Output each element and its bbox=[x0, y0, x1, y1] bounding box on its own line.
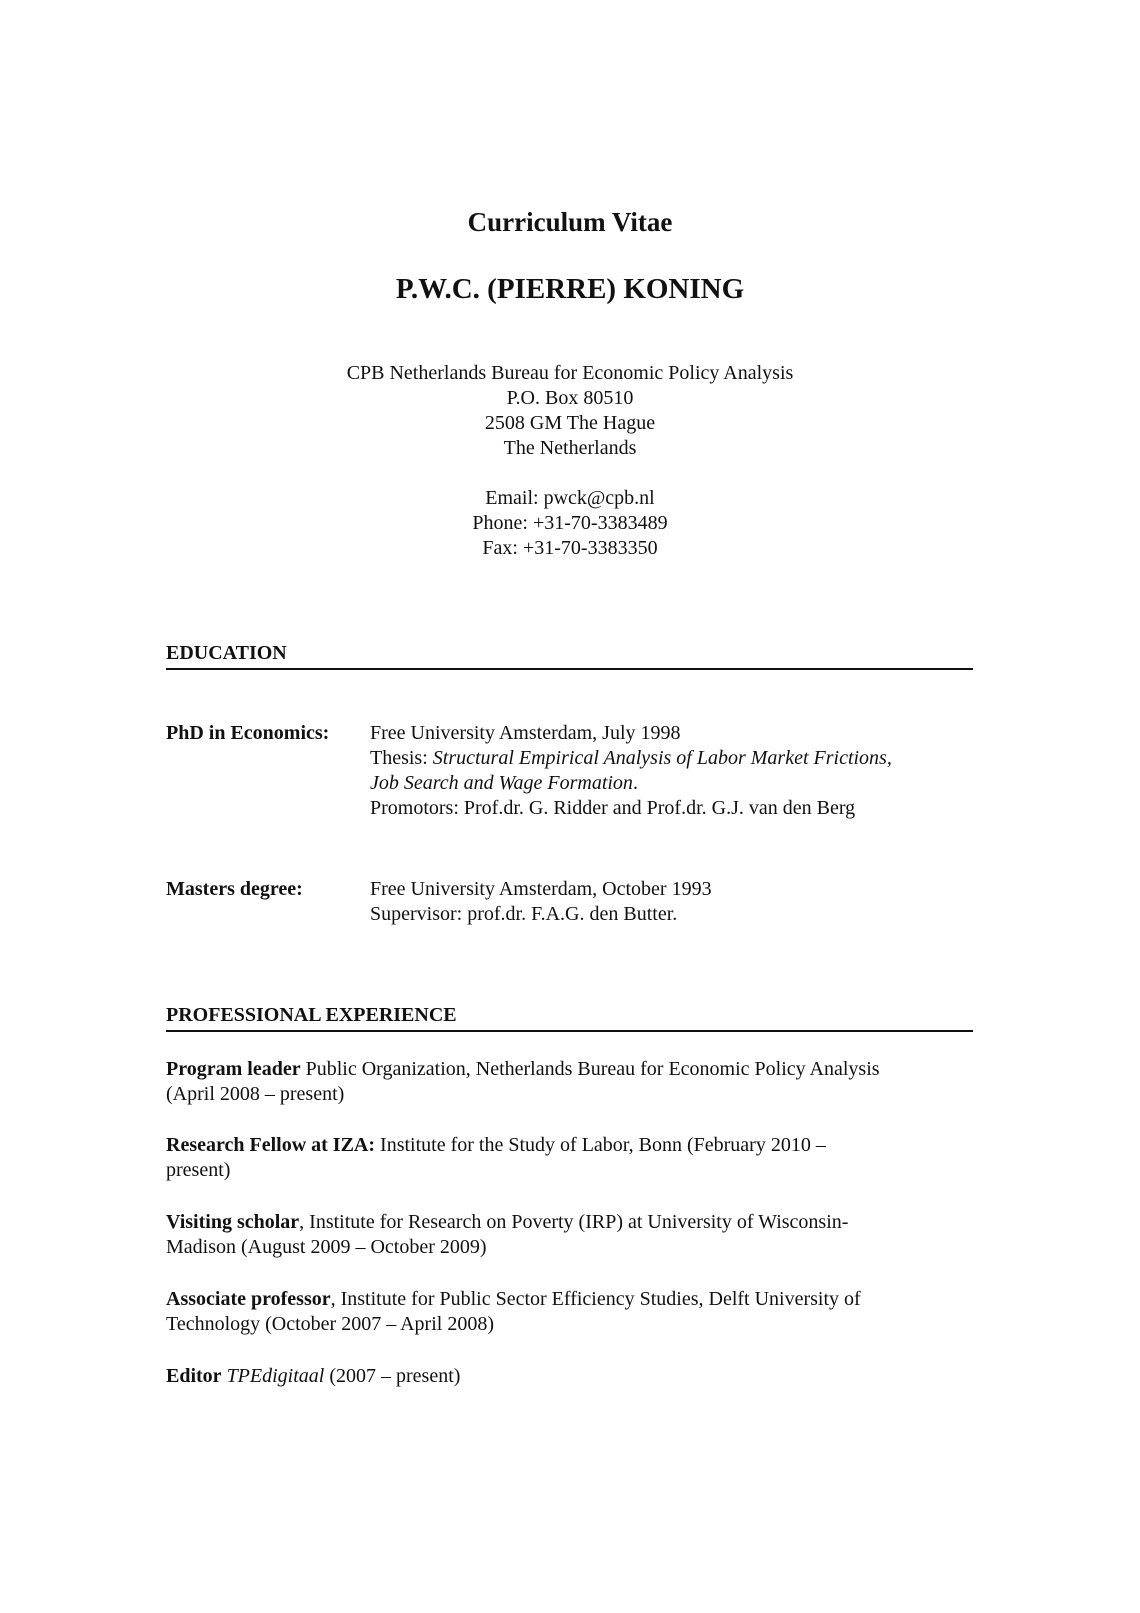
experience-entry bbox=[166, 1364, 976, 1389]
role-description: , Institute for Research on Poverty (IRP) at University of Wisconsin- bbox=[299, 1211, 849, 1233]
role-period: (April 2008 – present) bbox=[166, 1083, 345, 1105]
degree-details bbox=[370, 877, 973, 927]
person-name: P.W.C. (PIERRE) KONING bbox=[395, 273, 745, 305]
country: The Netherlands bbox=[503, 437, 637, 459]
degree-institution: Free University Amsterdam, October 1993 bbox=[370, 878, 712, 900]
degree-details bbox=[370, 721, 973, 821]
thesis-line bbox=[370, 746, 973, 771]
po-box: P.O. Box 80510 bbox=[506, 387, 634, 409]
degree-institution: Free University Amsterdam, July 1998 bbox=[370, 722, 681, 744]
education-heading: EDUCATION bbox=[166, 641, 973, 670]
city: 2508 GM The Hague bbox=[484, 412, 656, 434]
role-period: Technology (October 2007 – April 2008) bbox=[166, 1313, 494, 1335]
contact-info bbox=[0, 486, 1140, 561]
role-description: , Institute for Public Sector Efficiency Studies, Delft University of bbox=[330, 1288, 861, 1310]
thesis-line-2 bbox=[370, 771, 973, 796]
role-period: (2007 – present) bbox=[324, 1365, 461, 1387]
thesis-suffix: . bbox=[632, 772, 638, 794]
thesis-prefix: Thesis: bbox=[370, 747, 433, 769]
role-title: Program leader bbox=[166, 1058, 301, 1080]
role-title: Editor bbox=[166, 1365, 222, 1387]
postal-address bbox=[0, 361, 1140, 461]
thesis-title-part1: Structural Empirical Analysis of Labor Market Frictions, bbox=[432, 747, 892, 769]
promotors: Promotors: Prof.dr. G. Ridder and Prof.dr. G.J. van den Berg bbox=[370, 797, 856, 819]
phone: Phone: +31-70-3383489 bbox=[472, 512, 668, 534]
email: Email: pwck@cpb.nl bbox=[485, 487, 655, 509]
role-description: Public Organization, Netherlands Bureau for Economic Policy Analysis bbox=[300, 1058, 880, 1080]
experience-heading: PROFESSIONAL EXPERIENCE bbox=[166, 1003, 973, 1032]
thesis-title-part2: Job Search and Wage Formation bbox=[370, 772, 633, 794]
role-title: Visiting scholar bbox=[166, 1211, 300, 1233]
role-title: Research Fellow at IZA: bbox=[166, 1134, 376, 1156]
fax: Fax: +31-70-3383350 bbox=[482, 537, 658, 559]
role-title: Associate professor bbox=[166, 1288, 331, 1310]
degree-label: PhD in Economics: bbox=[166, 722, 330, 744]
experience-entry bbox=[166, 1057, 976, 1107]
experience-entry bbox=[166, 1210, 976, 1260]
role-description: Institute for the Study of Labor, Bonn (February 2010 – bbox=[375, 1134, 826, 1156]
degree-label: Masters degree: bbox=[166, 878, 303, 900]
organization: CPB Netherlands Bureau for Economic Policy Analysis bbox=[346, 362, 794, 384]
publication-title: TPEdigitaal bbox=[226, 1365, 325, 1387]
role-period: Madison (August 2009 – October 2009) bbox=[166, 1236, 487, 1258]
role-period: present) bbox=[166, 1159, 231, 1181]
experience-entry bbox=[166, 1133, 976, 1183]
experience-entry bbox=[166, 1287, 976, 1337]
supervisor: Supervisor: prof.dr. F.A.G. den Butter. bbox=[370, 903, 678, 925]
document-title: Curriculum Vitae bbox=[467, 207, 673, 237]
